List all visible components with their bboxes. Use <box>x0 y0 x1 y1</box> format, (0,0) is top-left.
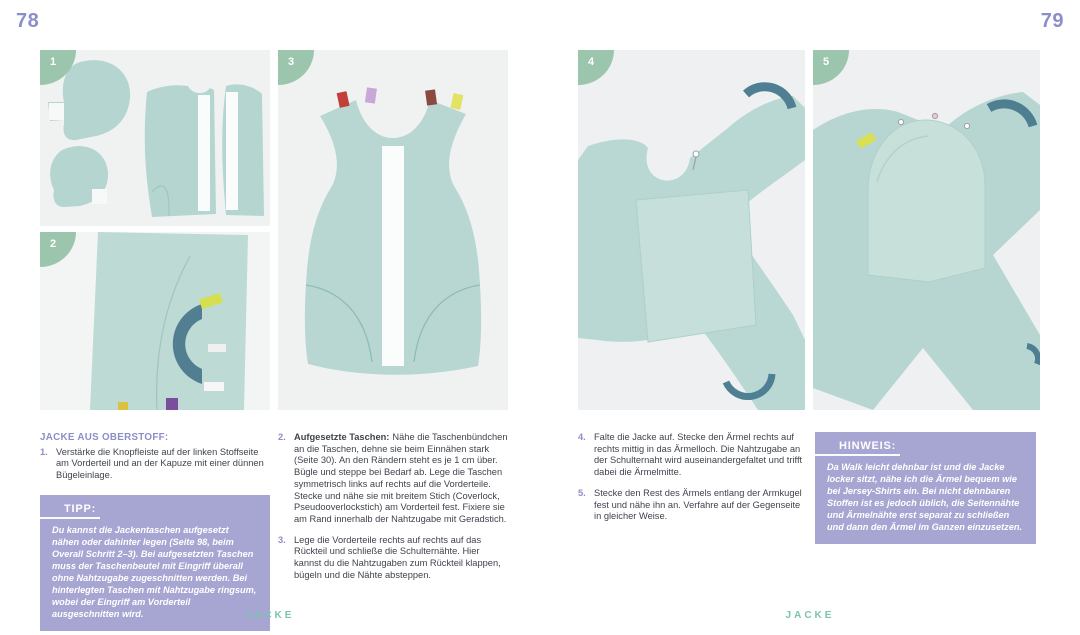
step-photo-3 <box>278 50 508 410</box>
step-text: Falte die Jacke auf. Stecke den Ärmel rechts auf rechts mittig in das Ärmelloch. Die Nahtzugabe an der Schulternaht wird auseinandergefaltet und trifft dabei die Ärmelmitte. <box>594 432 803 478</box>
step-photo-2 <box>40 232 270 410</box>
step-number-badge: 3 <box>278 50 314 85</box>
step-number: 1. <box>40 446 48 457</box>
note-box <box>815 432 1036 544</box>
step-number: 5. <box>578 487 586 498</box>
instruction-step-4 <box>578 432 805 479</box>
step-number: 3. <box>278 534 286 545</box>
step-text: Stecke den Rest des Ärmels entlang der Armkugel fest und nähe ihn an. Verfahre auf der Gegenseite in gleicher Weise. <box>594 487 802 522</box>
step-text: Verstärke die Knopfleiste auf der linken Stoffseite am Vorderteil und an der Kapuze mit einer dünnen Bügeleinlage. <box>56 446 264 481</box>
page-number-right: 79 <box>1040 10 1064 32</box>
photo-grid-left <box>40 50 508 410</box>
instruction-step-5 <box>578 488 805 523</box>
step-photo-4 <box>578 50 805 410</box>
step-number: 4. <box>578 432 586 442</box>
instructions-column-2 <box>278 432 508 590</box>
instruction-step-2 <box>278 432 508 526</box>
instructions-column-4 <box>813 432 1040 544</box>
footer-chapter-label-right: JACKE <box>785 610 835 621</box>
footer-chapter-label-left: JACKE <box>245 610 295 621</box>
photo-1-illustration <box>40 50 270 226</box>
photo-grid-right <box>578 50 1040 410</box>
step-photo-1 <box>40 50 270 226</box>
tip-box-title: TIPP: <box>40 504 100 519</box>
step-number: 2. <box>278 432 286 442</box>
step-bold-lead: Aufgesetzte Taschen: <box>294 432 390 442</box>
photo-2-illustration <box>40 232 270 410</box>
instructions-column-1 <box>40 432 270 631</box>
step-text-body: Nähe die Taschenbündchen an die Taschen, dehne sie beim Einnähen stark (Seite 30). An den Rändern steht es je 1 cm über. Bügle und steppe bei Bedarf ab. Lege die Taschen symmetrisch links auf rechts auf die Vorderteile. Stecke und nähe sie mit breitem Stich (Coverlock, Pseudooverlockstich) am Vorderteil fest. Fixiere sie am Rand innerhalb der Nahtzugabe mit Geradstich. <box>294 432 508 524</box>
instruction-step-1 <box>40 447 270 482</box>
step-number-badge: 2 <box>40 232 76 267</box>
step-number-badge: 1 <box>40 50 76 85</box>
note-box-body: Da Walk leicht dehnbar ist und die Jacke locker sitzt, nähe ich die Ärmel bequem wie bei Jersey-Shirts ein. Bei nicht dehnbaren Stoffen ist es jedoch üblich, die Seitennähte und Ärmelnähte erst separat zu schließen und dann den Ärmel im Ganzen einzusetzen. <box>827 461 1023 532</box>
section-heading: JACKE AUS OBERSTOFF: <box>40 432 169 443</box>
photo-3-illustration <box>278 50 508 410</box>
photo-4-illustration <box>578 50 805 410</box>
page-right <box>540 0 1080 635</box>
tip-box-body: Du kannst die Jackentaschen aufgesetzt nähen oder dahinter legen (Seite 98, beim Overall Schritt 2–3). Bei aufgesetzten Taschen muss der Taschenbeutel mit Eingriff überall ohne Nahtzugabe zugeschnitten werden. Bei hinterlegten Taschen mit Nahtzugabe ringsum, wobei der Eingriff am Vorderteil ausgeschnitten wird. <box>52 524 257 619</box>
page-number-left: 78 <box>16 10 40 32</box>
step-text: Lege die Vorderteile rechts auf rechts auf das Rückteil und schließe die Schulternähte. Hier kannst du die Nahtzugaben zum Rückteil klappen, bügeln und die Nähte absteppen. <box>294 534 501 580</box>
instructions-column-3 <box>578 432 805 532</box>
note-box-title: HINWEIS: <box>815 441 900 456</box>
step-text <box>294 432 508 526</box>
step-number-badge: 4 <box>578 50 614 85</box>
step-number-badge: 5 <box>813 50 849 85</box>
step-photo-5 <box>813 50 1040 410</box>
photo-5-illustration <box>813 50 1040 410</box>
instruction-step-3 <box>278 535 508 582</box>
